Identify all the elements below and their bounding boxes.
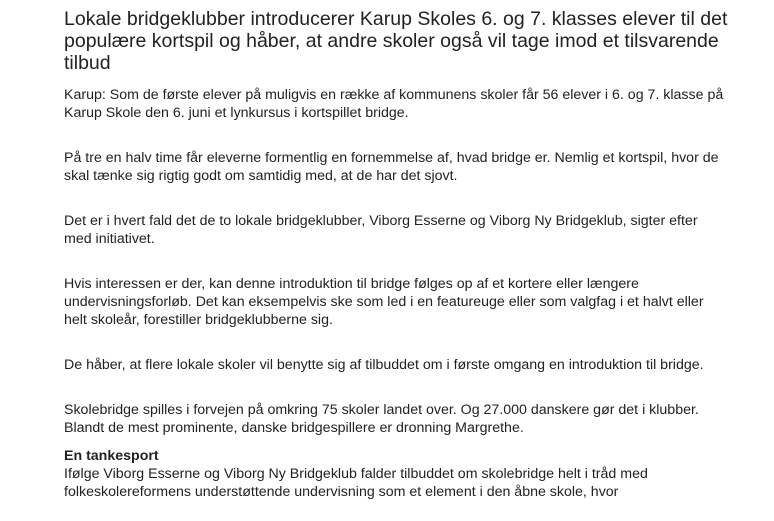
- article-paragraph: Det er i hvert fald det de to lokale bridgeklubber, Viborg Esserne og Viborg Ny Bridgeklub, sigter efter med initiativet.: [64, 213, 698, 247]
- section-subheading: En tankesport: [64, 448, 159, 464]
- article-paragraph: Skolebridge spilles i forvejen på omkring 75 skoler landet over. Og 27.000 danskere gør det i klubber. Blandt de mest prominente, danske bridgespillere er dronning Margrethe.: [64, 402, 699, 436]
- article-paragraph: Hvis interessen er der, kan denne introduktion til bridge følges op af et kortere eller længere undervisningsforløb. Det kan eksempelvis ske som led i en featureuge eller som valgfag i et halvt eller helt skoleår, forestiller bridgeklubberne sig.: [64, 276, 704, 328]
- article-paragraph: Karup: Som de første elever på muligvis en række af kommunens skoler får 56 elever i 6. og 7. klasse på Karup Skole den 6. juni et lynkursus i kortspillet bridge.: [64, 87, 724, 121]
- article-paragraph: På tre en halv time får eleverne formentlig en fornemmelse af, hvad bridge er. Nemlig et kortspil, hvor de skal tænke sig rigtig godt om samtidig med, at de har det sjovt.: [64, 150, 719, 184]
- article-paragraph: De håber, at flere lokale skoler vil benytte sig af tilbuddet om i første omgang en introduktion til bridge.: [64, 357, 704, 373]
- article-paragraph: Ifølge Viborg Esserne og Viborg Ny Bridgeklub falder tilbuddet om skolebridge helt i tråd med folkeskolereformens understøttende undervisning som et element i den åbne skole, hvor: [64, 466, 648, 500]
- article-headline: Lokale bridgeklubber introducerer Karup Skoles 6. og 7. klasses elever til det populære kortspil og håber, at andre skoler også vil tage imod et tilsvarende tilbud: [64, 8, 728, 74]
- article: [64, 8, 764, 501]
